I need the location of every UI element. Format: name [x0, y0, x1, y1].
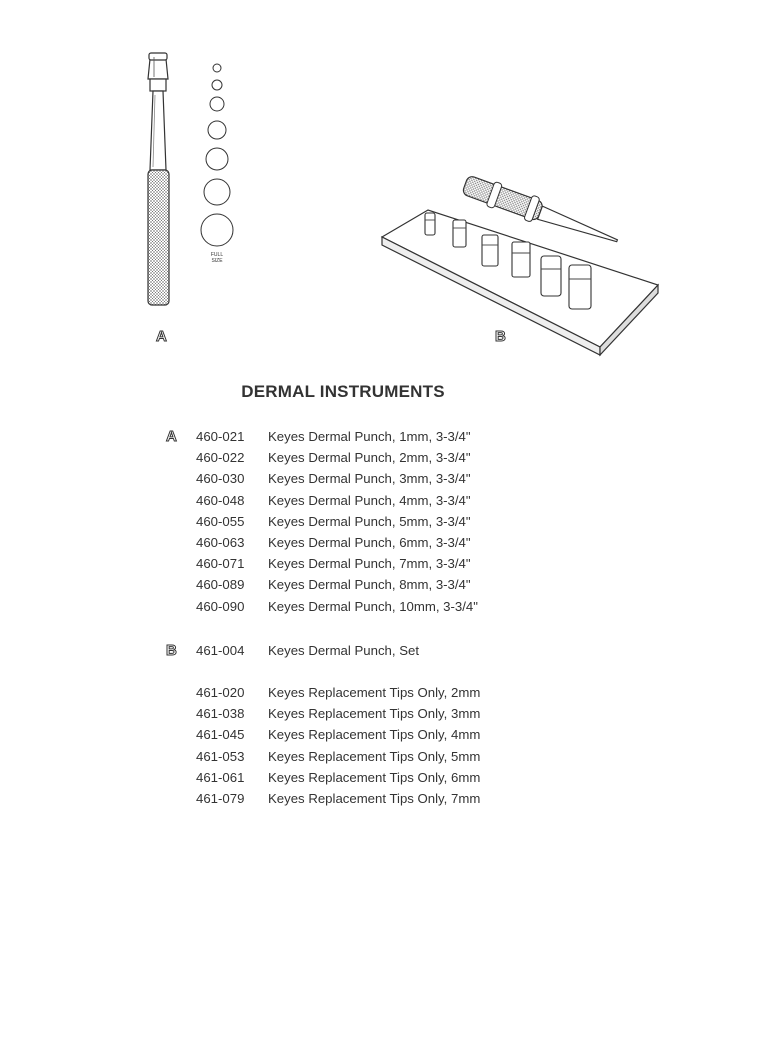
- page-title: DERMAL INSTRUMENTS: [241, 382, 445, 401]
- product-description: Keyes Dermal Punch, 7mm, 3-3/4": [268, 556, 471, 572]
- product-code: 460-089: [196, 577, 245, 593]
- product-description: Keyes Dermal Punch, 10mm, 3-3/4": [268, 598, 478, 614]
- product-code: 460-055: [196, 513, 245, 529]
- product-description: Keyes Dermal Punch, Set: [268, 643, 419, 658]
- product-code: 460-071: [196, 556, 245, 572]
- product-code: 460-090: [196, 598, 245, 614]
- product-code: 461-038: [196, 706, 245, 722]
- group-letter: B: [166, 642, 177, 659]
- product-description: Keyes Replacement Tips Only, 6mm: [268, 769, 481, 785]
- product-description: Keyes Dermal Punch, 5mm, 3-3/4": [268, 513, 471, 529]
- product-code: 460-063: [196, 535, 245, 550]
- figure-label-a: A: [156, 328, 167, 345]
- product-description: Keyes Replacement Tips Only, 3mm: [268, 706, 481, 722]
- product-code: 461-020: [196, 685, 245, 700]
- product-code: 461-045: [196, 727, 245, 743]
- product-code: 461-061: [196, 769, 245, 785]
- product-code: 460-022: [196, 450, 245, 466]
- product-code: 460-048: [196, 492, 245, 508]
- product-code: 461-079: [196, 791, 245, 806]
- product-code: 461-004: [196, 643, 245, 658]
- figure-label-b: B: [495, 328, 506, 345]
- product-description: Keyes Replacement Tips Only, 4mm: [268, 727, 481, 743]
- full-size-label-2: SIZE: [211, 258, 223, 264]
- product-description: Keyes Dermal Punch, 6mm, 3-3/4": [268, 535, 471, 550]
- product-description: Keyes Replacement Tips Only, 2mm: [268, 685, 481, 700]
- product-description: Keyes Dermal Punch, 3mm, 3-3/4": [268, 471, 471, 487]
- punch-set-illustration: [370, 175, 670, 370]
- product-code: 460-030: [196, 471, 245, 487]
- dermal-punch-illustration: [130, 45, 260, 320]
- product-description: Keyes Dermal Punch, 1mm, 3-3/4": [268, 429, 471, 444]
- group-letter: A: [166, 428, 177, 445]
- product-code: 461-053: [196, 748, 245, 764]
- product-description: Keyes Replacement Tips Only, 5mm: [268, 748, 481, 764]
- product-description: Keyes Dermal Punch, 8mm, 3-3/4": [268, 577, 471, 593]
- product-description: Keyes Dermal Punch, 2mm, 3-3/4": [268, 450, 471, 466]
- product-code: 460-021: [196, 429, 245, 444]
- full-size-label: FULL: [210, 252, 224, 258]
- product-description: Keyes Dermal Punch, 4mm, 3-3/4": [268, 492, 471, 508]
- product-description: Keyes Replacement Tips Only, 7mm: [268, 791, 481, 806]
